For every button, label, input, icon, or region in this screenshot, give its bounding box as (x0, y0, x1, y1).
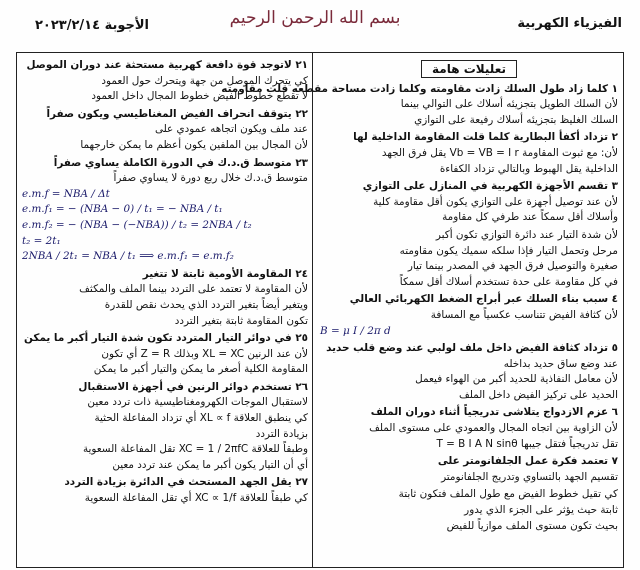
formula-line: 2NBA / 2t₁ = NBA / t₁ ⟹ e.m.f₁ = e.m.f₂ (22, 250, 234, 263)
note-line: ٢ تزداد أكفأ البطارية كلما قلت المقاومة الداخلية لها (353, 131, 618, 144)
note-line: كي تقيل خطوط الفيض مع طول الملف فتكون ثابتة (398, 488, 618, 501)
note-line: متوسط ق.د.ك خلال ربع دورة لا يساوي صفراً (113, 172, 308, 185)
note-line: ٦ عزم الازدواج يتلاشى تدريجياً أثناء دوران الملف (370, 406, 618, 419)
note-line: في كل مقاومة على حدة تستخدم أسلاك أقل سمكاً (399, 275, 618, 288)
column-divider (312, 52, 313, 568)
formula-line: B = μ I / 2π d (320, 324, 391, 337)
note-line: لأن شدة التيار عند دائرة التوازي تكون أكبر (435, 228, 618, 241)
page-header (0, 0, 640, 50)
note-line: وأسلاك أقل سمكاً عند طرفي كل مقاومة (442, 211, 618, 224)
formula-line: t₂ = 2t₁ (22, 234, 61, 247)
note-line: وطبقاً للعلاقة XC = 1 / 2πfC تقل المفاعلة السعوية (82, 443, 308, 456)
note-line: لأن المقاومة لا تعتمد على التردد بينما الملف والمكثف (79, 283, 308, 296)
note-line: لأن: مع ثبوت المقاومة Vb = VB = I r يقل فرق الجهد (381, 146, 618, 159)
note-line: ٥ تزداد كثافة الفيض داخل ملف لولبي عند وضع قلب حديد (326, 342, 618, 355)
note-line: ٢١ لاتوجد قوة دافعة كهربية مستحثة عند دوران الموصل (26, 59, 308, 71)
note-line: مرحل وتحمل التيار فإذا سلكه سميك يكون مقاومته (399, 244, 618, 257)
note-line: ٢٧ يقل الجهد المستحث في الدائرة بزيادة التردد (64, 476, 308, 489)
formula-line: e.m.f₂ = − (NBA − (−NBA)) / t₂ = 2NBA / t₂ (22, 218, 252, 231)
note-line: ويتغير أيضاً بتغير التردد الذي يحدث نقص للقدرة (104, 298, 308, 311)
note-line: لأن الزاوية بين اتجاه المجال والعمودي على مستوى الملف (369, 422, 618, 435)
note-line: لأن عند توصيل أجهزة على التوازي يكون أقل مقاومة كلية (373, 195, 618, 208)
formula-line: e.m.f = NBA / Δt (22, 187, 110, 200)
note-line: بزيادة التردد (255, 427, 308, 440)
note-line: لأن السلك الطويل بتجزيئه أسلاك على التوالي بينما (400, 98, 618, 111)
notes-heading-label: تعليلات هامة (421, 60, 517, 78)
formula-line: e.m.f₁ = − (NBA − 0) / t₁ = − NBA / t₁ (22, 203, 223, 216)
note-line: لأن المجال بين الملفين يكون أعظم ما يمكن خارجهما (80, 138, 308, 151)
answers-date: الأجوبة ٢٠٢٣/٢/١٤ (35, 18, 149, 33)
note-line: ١ كلما زاد طول السلك زادت مقاومته وكلما زادت مساحة مقطعه قلت مقاومته (221, 82, 618, 95)
note-line: ٧ تعتمد فكرة عمل الجلفانومتر على (437, 455, 618, 468)
note-line: السلك الغليظ بتجزيئه أسلاك رفيعة على التوازي (414, 113, 618, 126)
note-line: كي ينطبق العلاقة XL ∝ f أي تزداد المفاعلة الحثية (94, 412, 308, 425)
note-line: تقل تدريجياً فتقل جيبها T = B I A N sinθ (436, 437, 618, 450)
subject-title: الفيزياء الكهربية (517, 16, 622, 31)
note-line: أي أن التيار يكون أكبر ما يمكن عند تردد معين (112, 458, 308, 471)
note-line: لأن كثافة الفيض تتناسب عكسياً مع المسافة (430, 308, 618, 321)
note-line: الحديد على تركيز الفيض داخل الملف (458, 388, 618, 401)
left-column (22, 58, 308, 566)
note-line: ٢٥ في دوائر التيار المتردد تكون شدة التيار أكبر ما يمكن (24, 332, 308, 345)
note-line: كي طبقاً للعلاقة XC ∝ 1/f أي تقل المفاعلة السعوية (84, 492, 308, 505)
note-line: لاستقبال الموجات الكهرومغناطيسية ذات تردد معين (87, 396, 308, 409)
note-line: ٢٦ تستخدم دوائر الرنين في أجهزة الاستقبال (78, 380, 308, 393)
notes-heading (320, 62, 618, 78)
basmala: بسم الله الرحمن الرحيم (229, 8, 401, 28)
note-line: تكون المقاومة ثابتة بتغير التردد (174, 314, 308, 327)
note-line: عند وضع ساق حديد بداخله (503, 357, 618, 370)
note-line: كي يتحرك الموصل من جهة ويتحرك حول العمود (101, 74, 308, 87)
note-line: ٣ تقسم الأجهزة الكهربية في المنازل على التوازي (362, 180, 618, 193)
note-line: بحيث تكون مستوى الملف موازياً للفيض (446, 519, 618, 532)
note-line: الداخلية يقل الهبوط وبالتالي تزداد الكفاءة (439, 162, 618, 175)
note-line: ثابتة حيث يؤثر على الجزء الذي يدور (464, 504, 618, 517)
note-line: لأن معامل النفاذية للحديد أكبر من الهواء فيعمل (415, 373, 618, 386)
note-line: ٢٢ يتوقف انحراف الفيض المغناطيسي ويكون صفراً (46, 107, 308, 120)
note-line: صغيرة والتوصيل فرق الجهد في المصدر بينما تيار (407, 260, 618, 273)
note-line: ٢٣ متوسط ق.د.ك في الدورة الكاملة يساوي صفراً (53, 156, 308, 169)
note-line: المقاومة الكلية أصغر ما يمكن والتيار أكبر ما يمكن (93, 363, 308, 376)
note-line: عند ملف ويكون اتجاهه عمودي على (154, 123, 308, 136)
note-line: لأن عند الرنين XL = XC وبذلك Z = R أي تكون (101, 347, 308, 360)
note-line: لا تقطع خطوط الفيض خطوط المجال داخل العمود (91, 90, 308, 103)
note-line: تقسيم الجهد بالتساوي وتدريج الجلفانومتر (441, 470, 618, 483)
note-line: ٢٤ المقاومة الأومية ثابتة لا تتغير (142, 267, 308, 280)
note-line: ٤ سبب بناء السلك عبر أبراج الضغط الكهربائي العالي (349, 293, 618, 306)
